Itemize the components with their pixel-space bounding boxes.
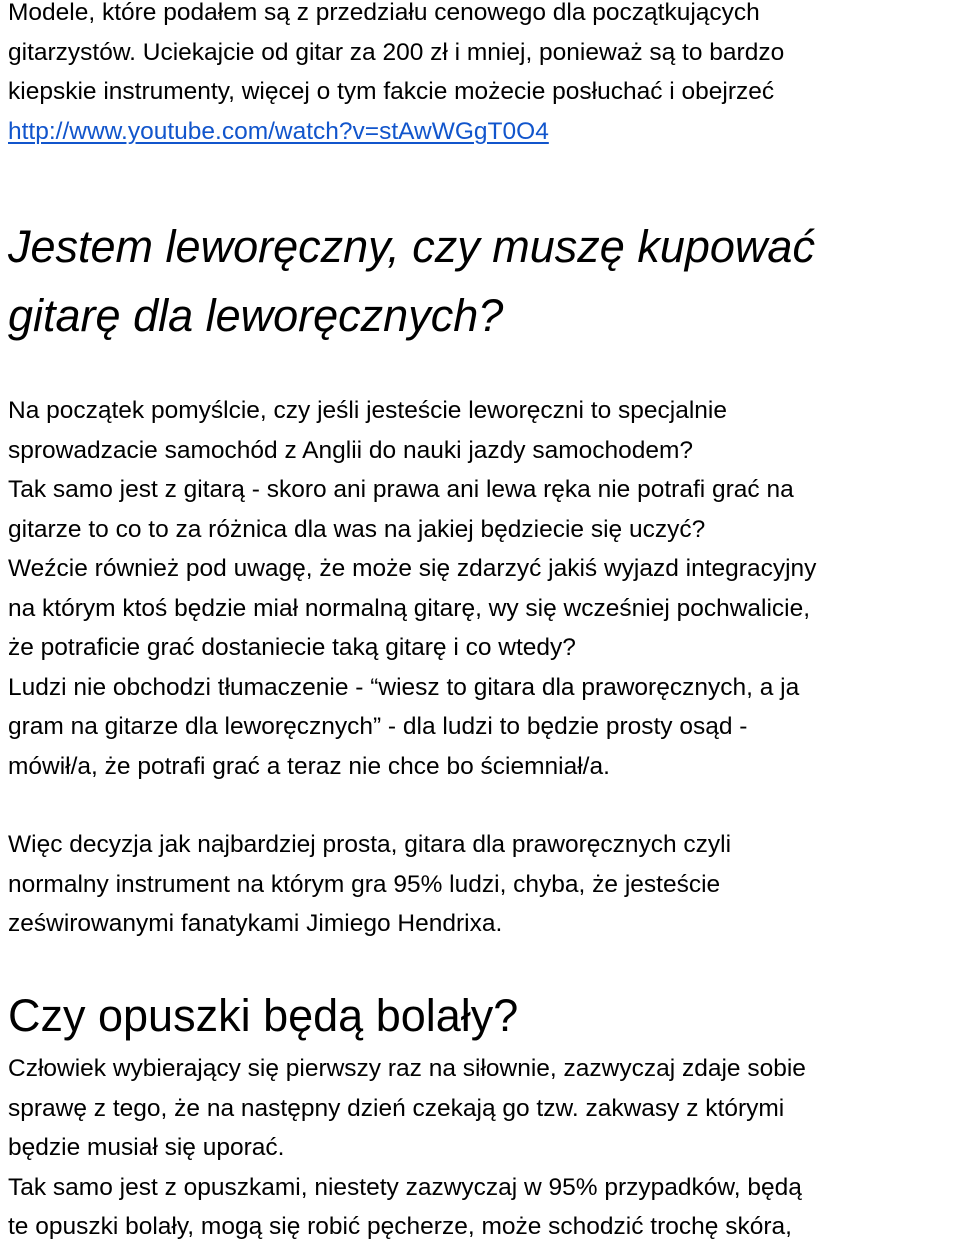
text-line: Więc decyzja jak najbardziej prosta, gitara dla praworęcznych czyli: [8, 831, 732, 858]
text-line: sprowadzacie samochód z Anglii do nauki jazdy samochodem?: [8, 436, 694, 464]
text-line: normalny instrument na którym gra 95% ludzi, chyba, że jesteście: [8, 870, 721, 898]
intro-paragraph: [8, 0, 784, 151]
text-line: Człowiek wybierający się pierwszy raz na siłownie, zazwyczaj zdaje sobie: [8, 1055, 806, 1082]
text-line: na którym ktoś będzie miał normalną gitarę, wy się wcześniej pochwalicie,: [8, 594, 811, 622]
text-line: będzie musiał się uporać.: [8, 1134, 285, 1161]
text-line: te opuszki bolały, mogą się robić pęcherze, może schodzić trochę skóra,: [8, 1213, 792, 1240]
text-line: Tak samo jest z gitarą - skoro ani prawa ani lewa ręka nie potrafi grać na: [8, 476, 794, 503]
text-line: Na początek pomyślcie, czy jeśli jesteście leworęczni to specjalnie: [8, 397, 727, 424]
text-line: Ludzi nie obchodzi tłumaczenie - “wiesz to gitara dla praworęcznych, a ja: [8, 673, 800, 701]
conclusion-paragraph: [8, 825, 731, 944]
heading-fingertips: Czy opuszki będą bolały?: [8, 990, 519, 1041]
text-line: Weźcie również pod uwagę, że może się zdarzyć jakiś wyjazd integracyjny: [8, 555, 817, 582]
text-line: gitarzystów. Uciekajcie od gitar za 200 zł i mniej, ponieważ są to bardzo: [8, 38, 785, 66]
text-line: sprawę z tego, że na następny dzień czekają go tzw. zakwasy z którymi: [8, 1094, 785, 1122]
text-line: ześwirowanymi fanatykami Jimiego Hendrixa.: [8, 910, 503, 937]
youtube-link[interactable]: http://www.youtube.com/watch?v=stAwWGgT0O4: [8, 117, 549, 145]
lefthanded-paragraph: [8, 391, 816, 786]
text-line: Tak samo jest z opuszkami, niestety zazwyczaj w 95% przypadków, będą: [8, 1173, 802, 1201]
heading-lefthanded-line2: gitarę dla leworęcznych?: [8, 290, 504, 341]
heading-lefthanded-line1: Jestem leworęczny, czy muszę kupować: [8, 221, 815, 272]
text-line: mówił/a, że potrafi grać a teraz nie chce bo ściemniał/a.: [8, 752, 610, 780]
text-line: Modele, które podałem są z przedziału cenowego dla początkujących: [8, 0, 760, 26]
text-line: kiepskie instrumenty, więcej o tym fakcie możecie posłuchać i obejrzeć: [8, 78, 775, 105]
text-line: że potraficie grać dostaniecie taką gitarę i co wtedy?: [8, 634, 576, 661]
text-line: gram na gitarze dla leworęcznych” - dla ludzi to będzie prosty osąd -: [8, 713, 748, 740]
text-line: gitarze to co to za różnica dla was na jakiej będziecie się uczyć?: [8, 515, 706, 543]
fingertips-paragraph: [8, 1049, 806, 1247]
youtube-link-line: [8, 112, 784, 152]
